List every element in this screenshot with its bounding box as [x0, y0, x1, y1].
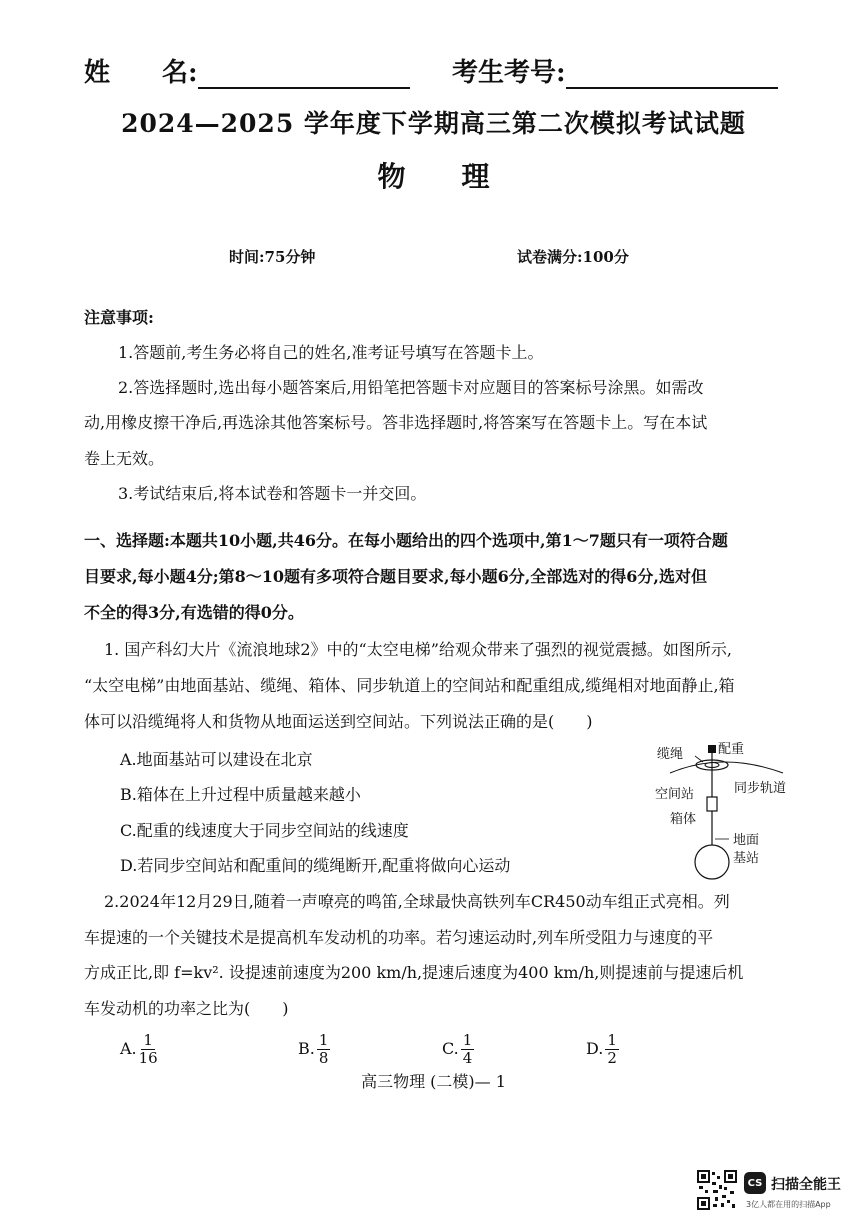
label-orbit: 同步轨道: [734, 781, 787, 796]
earth-base-shape: [695, 845, 729, 879]
camscanner-logo-icon: CS: [744, 1172, 766, 1194]
question-text: 车提速的一个关键技术是提高机车发动机的功率。若匀速运动时,列车所受阻力与速度的平: [84, 928, 714, 947]
notice-item: 2.答选择题时,选出每小题答案后,用铅笔把答题卡对应题目的答案标号涂黑。如需改: [118, 378, 704, 397]
qr-code-icon: [697, 1170, 737, 1210]
option-b: B. $\frac{1}{8}$: [298, 1031, 329, 1067]
label-counterweight: 配重: [718, 742, 745, 757]
question-text: 2.2024年12月29日,随着一声嘹亮的鸣笛,全球最快高铁列车CR450动车组正式亮相。列: [104, 892, 730, 911]
question-text: 车发动机的功率之比为( ): [84, 999, 289, 1018]
label-ground: 地面: [733, 833, 760, 848]
notice-item: 3.考试结束后,将本试卷和答题卡一并交回。: [118, 484, 427, 503]
notice-item: 1.答题前,考生务必将自己的姓名,准考证号填写在答题卡上。: [118, 343, 544, 362]
question-text: “太空电梯”由地面基站、缆绳、箱体、同步轨道上的空间站和配重组成,缆绳相对地面静止,箱: [84, 676, 735, 695]
notice-item: 卷上无效。: [84, 449, 165, 468]
option-a: A. $\frac{1}{16}$: [120, 1031, 158, 1067]
option-c: C.配重的线速度大于同步空间站的线速度: [120, 821, 409, 840]
page-footer: 高三物理 (二模)— 1: [361, 1072, 506, 1091]
section-instructions: 目要求,每小题4分;第8～10题有多项符合题目要求,每小题6分,全部选对的得6分,选对但: [84, 567, 707, 586]
notice-heading: 注意事项:: [84, 308, 154, 327]
notice-item: 动,用橡皮擦干净后,再选涂其他答案标号。答非选择题时,将答案写在答题卡上。写在本试: [84, 413, 708, 432]
counterweight-shape: [708, 745, 716, 753]
camscanner-tagline: 3亿人都在用的扫描App: [746, 1200, 831, 1209]
section-instructions: 不全的得3分,有选错的得0分。: [84, 603, 304, 622]
question-text: 1. 国产科幻大片《流浪地球2》中的“太空电梯”给观众带来了强烈的视觉震撼。如图所示,: [104, 640, 732, 659]
name-blank: [198, 67, 410, 89]
exam-full-score: 试卷满分:100分: [517, 248, 629, 266]
label-cable: 缆绳: [657, 747, 684, 762]
exam-duration: 时间:75分钟: [229, 248, 316, 266]
question-text: 方成正比,即 f=kv². 设提速前速度为200 km/h,提速后速度为400 km/h,则提速前与提速后机: [84, 963, 744, 982]
option-d: D.若同步空间站和配重间的缆绳断开,配重将做向心运动: [120, 856, 511, 875]
label-base: 基站: [733, 851, 760, 866]
exam-title: 2024—2025 学年度下学期高三第二次模拟考试试题: [121, 109, 746, 138]
question-text: 体可以沿缆绳将人和货物从地面运送到空间站。下列说法正确的是( ): [84, 712, 593, 731]
option-a: A.地面基站可以建设在北京: [120, 750, 313, 769]
name-field-label: 姓 名:: [84, 52, 410, 89]
option-d: D. $\frac{1}{2}$: [586, 1031, 617, 1067]
subject-title: 物 理: [377, 160, 490, 193]
camscanner-brand: 扫描全能王: [771, 1177, 841, 1193]
option-b: B.箱体在上升过程中质量越来越小: [120, 785, 361, 804]
label-box: 箱体: [670, 812, 697, 827]
elevator-box-shape: [707, 797, 717, 811]
exam-number-label: 考生考号:: [452, 52, 778, 89]
section-instructions: 一、选择题:本题共10小题,共46分。在每小题给出的四个选项中,第1～7题只有一项符合题: [84, 531, 728, 550]
option-c: C. $\frac{1}{4}$: [442, 1031, 473, 1067]
label-station: 空间站: [655, 787, 695, 802]
exam-number-blank: [566, 67, 778, 89]
